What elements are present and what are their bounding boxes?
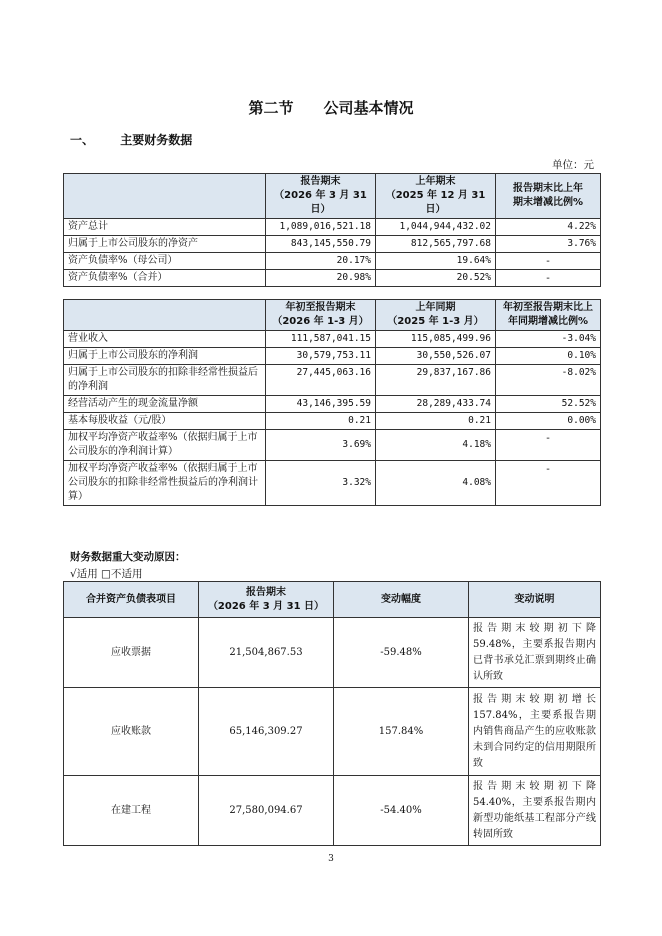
applicability-checkbox-text: √适用 □不适用	[70, 568, 143, 580]
current-value: 43,146,395.59	[266, 396, 376, 413]
prior-value: 812,565,797.68	[376, 236, 496, 253]
header-change-ratio: 报告期末比上年 期末增减比例%	[496, 174, 601, 219]
header-blank-cell	[64, 300, 266, 331]
prior-value: 28,289,433.74	[376, 396, 496, 413]
unit-label: 单位：元	[552, 159, 594, 171]
item-value: 27,580,094.67	[199, 776, 334, 846]
item-change: -54.40%	[334, 776, 469, 846]
change-causes-table	[63, 581, 601, 846]
prior-value: 20.52%	[376, 270, 496, 287]
income-summary-table	[63, 299, 601, 506]
section-title	[0, 97, 662, 118]
header-item: 合并资产负债表项目	[64, 582, 199, 618]
item-value: 21,504,867.53	[199, 618, 334, 688]
item-name: 应收账款	[64, 688, 199, 776]
change-value: -	[496, 270, 601, 287]
table-row	[64, 396, 601, 413]
current-value: 1,089,016,521.18	[266, 219, 376, 236]
item-name: 在建工程	[64, 776, 199, 846]
prior-value: 19.64%	[376, 253, 496, 270]
section-name: 公司基本情况	[323, 99, 414, 117]
item-explanation: 报告期末较期初增长 157.84%，主要系报告期内销售商品产生的应收账款未到合同约定的信用期限所致	[469, 688, 601, 776]
row-label: 资产总计	[64, 219, 266, 236]
table-row	[64, 219, 601, 236]
item-change: 157.84%	[334, 688, 469, 776]
change-value: 0.00%	[496, 413, 601, 430]
change-causes-heading: 财务数据重大变动原因：	[70, 551, 186, 563]
current-value: 20.17%	[266, 253, 376, 270]
change-value: -	[496, 461, 601, 506]
table-header-row	[64, 300, 601, 331]
row-label: 资产负债率%（母公司）	[64, 253, 266, 270]
header-change-ratio: 年初至报告期末比上 年同期增减比例%	[496, 300, 601, 331]
table-row	[64, 413, 601, 430]
row-label: 基本每股收益（元/股）	[64, 413, 266, 430]
table-row	[64, 688, 601, 776]
header-period-end: 报告期末 （2026 年 3 月 31 日）	[266, 174, 376, 219]
prior-value: 0.21	[376, 413, 496, 430]
item-explanation: 报告期末较期初下降 59.48%，主要系报告期内已背书承兑汇票到期终止确认所致	[469, 618, 601, 688]
current-value: 3.69%	[266, 430, 376, 461]
row-label: 归属于上市公司股东的净利润	[64, 348, 266, 365]
prior-value: 4.18%	[376, 430, 496, 461]
table-row	[64, 461, 601, 506]
header-period-end: 报告期末 （2026 年 3 月 31 日）	[199, 582, 334, 618]
change-value: 52.52%	[496, 396, 601, 413]
header-explanation: 变动说明	[469, 582, 601, 618]
table-row	[64, 270, 601, 287]
current-value: 3.32%	[266, 461, 376, 506]
header-ytd: 年初至报告期末 （2026 年 1-3 月）	[266, 300, 376, 331]
row-label: 加权平均净资产收益率%（依据归属于上市公司股东的净利润计算）	[64, 430, 266, 461]
item-explanation: 报告期末较期初下降 54.40%，主要系报告期内新型功能纸基工程部分产线转固所致	[469, 776, 601, 846]
change-value: 4.22%	[496, 219, 601, 236]
table-row	[64, 331, 601, 348]
row-label: 归属于上市公司股东的净资产	[64, 236, 266, 253]
table-row	[64, 236, 601, 253]
section-number: 第二节	[248, 99, 294, 117]
current-value: 111,587,041.15	[266, 331, 376, 348]
table-row	[64, 348, 601, 365]
current-value: 0.21	[266, 413, 376, 430]
prior-value: 29,837,167.86	[376, 365, 496, 396]
header-prior-period-end: 上年期末 （2025 年 12 月 31 日）	[376, 174, 496, 219]
table-header-row	[64, 582, 601, 618]
change-value: -8.02%	[496, 365, 601, 396]
item-name: 应收票据	[64, 618, 199, 688]
change-value: -	[496, 430, 601, 461]
table-header-row	[64, 174, 601, 219]
subsection-heading	[70, 131, 192, 148]
change-value: 3.76%	[496, 236, 601, 253]
header-change: 变动幅度	[334, 582, 469, 618]
table-row	[64, 618, 601, 688]
row-label: 经营活动产生的现金流量净额	[64, 396, 266, 413]
page-number: 3	[328, 854, 334, 864]
table-row	[64, 365, 601, 396]
change-value: 0.10%	[496, 348, 601, 365]
prior-value: 115,085,499.96	[376, 331, 496, 348]
table-row	[64, 776, 601, 846]
change-value: -3.04%	[496, 331, 601, 348]
row-label: 营业收入	[64, 331, 266, 348]
item-value: 65,146,309.27	[199, 688, 334, 776]
subsection-title: 主要财务数据	[120, 133, 193, 147]
row-label: 资产负债率%（合并）	[64, 270, 266, 287]
current-value: 30,579,753.11	[266, 348, 376, 365]
table-row	[64, 430, 601, 461]
change-value: -	[496, 253, 601, 270]
prior-value: 1,044,944,432.02	[376, 219, 496, 236]
subsection-number: 一、	[70, 133, 95, 147]
item-change: -59.48%	[334, 618, 469, 688]
row-label: 加权平均净资产收益率%（依据归属于上市公司股东的扣除非经常性损益后的净利润计算）	[64, 461, 266, 506]
current-value: 843,145,550.79	[266, 236, 376, 253]
current-value: 27,445,063.16	[266, 365, 376, 396]
prior-value: 30,550,526.07	[376, 348, 496, 365]
header-blank-cell	[64, 174, 266, 219]
prior-value: 4.08%	[376, 461, 496, 506]
header-prior-year-period: 上年同期 （2025 年 1-3 月）	[376, 300, 496, 331]
row-label: 归属于上市公司股东的扣除非经常性损益后的净利润	[64, 365, 266, 396]
balance-summary-table	[63, 173, 601, 287]
current-value: 20.98%	[266, 270, 376, 287]
table-row	[64, 253, 601, 270]
